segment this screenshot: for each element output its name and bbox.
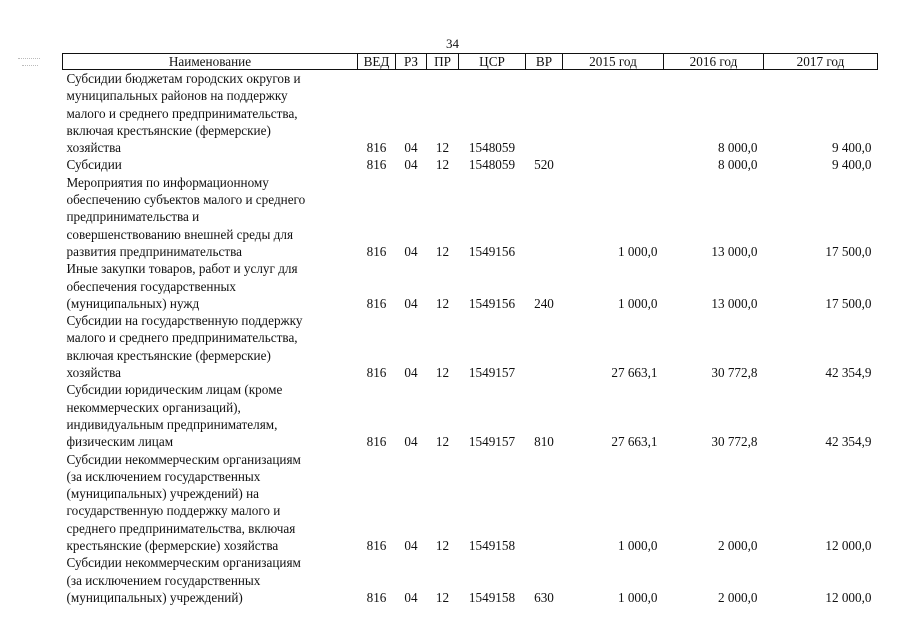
row-name-line: Иные закупки товаров, работ и услуг для xyxy=(66,261,298,277)
rz-cell: 04 xyxy=(404,243,418,259)
header-ved: ВЕД xyxy=(358,54,396,70)
csr-cell: 1549157 xyxy=(468,434,516,450)
row-name-line: среднего предпринимательства, включая xyxy=(66,520,296,536)
ved-cell: 816 xyxy=(366,538,387,554)
row-name-line: Мероприятия по информационному xyxy=(66,174,269,190)
row-name-line: Субсидии некоммерческим организациям xyxy=(66,451,301,467)
amount-2016-cell: 2 000,0 xyxy=(717,589,758,605)
row-name-line: (муниципальных) учреждений) xyxy=(66,589,243,605)
ved-cell: 816 xyxy=(366,589,387,605)
amount-2016-cell: 2 000,0 xyxy=(717,538,758,554)
rz-cell: 04 xyxy=(404,157,418,173)
csr-cell: 1549157 xyxy=(468,365,516,381)
table-row xyxy=(63,70,878,157)
amount-2015-cell: 1 000,0 xyxy=(617,295,658,311)
ved-cell: 816 xyxy=(366,140,387,156)
vr-cell xyxy=(526,451,563,555)
amount-2017-cell: 12 000,0 xyxy=(825,538,872,554)
header-rz: РЗ xyxy=(396,54,427,70)
row-name-cell xyxy=(63,312,358,381)
page-number: 34 xyxy=(446,36,459,51)
amount-2017-cell: 42 354,9 xyxy=(825,434,872,450)
scan-artifact xyxy=(18,58,40,59)
amount-2016-cell: 13 000,0 xyxy=(711,243,758,259)
row-name-line: крестьянские (фермерские) хозяйства xyxy=(66,538,279,554)
pr-cell: 12 xyxy=(435,243,450,259)
header-csr: ЦСР xyxy=(459,54,526,70)
table-row xyxy=(63,451,878,555)
row-name-line: Субсидии на государственную поддержку xyxy=(66,313,303,329)
table-body xyxy=(63,70,878,607)
row-name-line: малого и среднего предпринимательства, xyxy=(66,105,298,121)
row-name-line: (муниципальных) нужд xyxy=(66,295,200,311)
amount-2017-cell: 42 354,9 xyxy=(825,365,872,381)
row-name-line: обеспечению субъектов малого и среднего xyxy=(66,192,306,208)
ved-cell: 816 xyxy=(366,365,387,381)
vr-cell: 630 xyxy=(534,589,554,605)
header-name: Наименование xyxy=(63,54,358,70)
row-name-line: индивидуальным предпринимателям, xyxy=(66,416,278,432)
amount-2015-cell: 1 000,0 xyxy=(617,589,658,605)
row-name-line: включая крестьянские (фермерские) xyxy=(66,347,271,363)
csr-cell: 1549156 xyxy=(468,295,516,311)
row-name-cell xyxy=(63,451,358,555)
amount-2015-cell: 1 000,0 xyxy=(617,538,658,554)
row-name-line: включая крестьянские (фермерские) xyxy=(66,122,271,138)
table-header-row xyxy=(63,54,878,70)
amount-2015-cell: 27 663,1 xyxy=(611,434,658,450)
row-name-line: (за исключением государственных xyxy=(66,572,261,588)
row-name-line: Субсидии xyxy=(66,157,122,173)
row-name-line: некоммерческих организаций), xyxy=(66,399,241,415)
csr-cell: 1549158 xyxy=(468,538,516,554)
csr-cell: 1548059 xyxy=(468,157,516,173)
header-2015: 2015 год xyxy=(563,54,664,70)
amount-2016-cell: 8 000,0 xyxy=(717,140,758,156)
pr-cell: 12 xyxy=(435,140,450,156)
row-name-cell xyxy=(63,381,358,450)
header-2017: 2017 год xyxy=(764,54,878,70)
budget-table xyxy=(62,53,878,606)
header-pr: ПР xyxy=(427,54,459,70)
pr-cell: 12 xyxy=(435,538,450,554)
amount-2016-cell: 30 772,8 xyxy=(711,434,758,450)
row-name-cell xyxy=(63,174,358,260)
row-name-line: обеспечения государственных xyxy=(66,278,236,294)
csr-cell: 1549158 xyxy=(468,589,516,605)
vr-cell xyxy=(526,312,563,381)
row-name-line: (за исключением государственных xyxy=(66,468,261,484)
table-row xyxy=(63,381,878,450)
amount-2016-cell: 13 000,0 xyxy=(711,295,758,311)
table-row xyxy=(63,156,878,173)
row-name-line: муниципальных районов на поддержку xyxy=(66,88,288,104)
pr-cell: 12 xyxy=(435,365,450,381)
amount-2016-cell: 8 000,0 xyxy=(717,157,758,173)
amount-2017-cell: 17 500,0 xyxy=(825,243,872,259)
rz-cell: 04 xyxy=(404,538,418,554)
amount-2015-cell: 27 663,1 xyxy=(611,365,658,381)
pr-cell: 12 xyxy=(435,157,450,173)
vr-cell xyxy=(526,174,563,260)
csr-cell: 1548059 xyxy=(468,140,516,156)
row-name-line: Субсидии некоммерческим организациям xyxy=(66,555,301,571)
amount-2015-cell xyxy=(563,70,664,157)
table-row xyxy=(63,260,878,312)
amount-2015-cell: 1 000,0 xyxy=(617,243,658,259)
pr-cell: 12 xyxy=(435,434,450,450)
amount-2016-cell: 30 772,8 xyxy=(711,365,758,381)
table-row xyxy=(63,312,878,381)
row-name-line: предпринимательства и xyxy=(66,209,200,225)
row-name-line: малого и среднего предпринимательства, xyxy=(66,330,298,346)
amount-2015-cell xyxy=(563,156,664,173)
ved-cell: 816 xyxy=(366,295,387,311)
row-name-line: физическим лицам xyxy=(66,434,174,450)
scan-artifact xyxy=(22,65,38,66)
pr-cell: 12 xyxy=(435,589,450,605)
ved-cell: 816 xyxy=(366,434,387,450)
row-name-line: совершенствованию внешней среды для xyxy=(66,226,294,242)
row-name-cell xyxy=(63,156,358,173)
amount-2017-cell: 12 000,0 xyxy=(825,589,872,605)
row-name-line: Субсидии бюджетам городских округов и xyxy=(66,71,301,86)
ved-cell: 816 xyxy=(366,157,387,173)
table-row xyxy=(63,554,878,606)
row-name-line: хозяйства xyxy=(66,365,122,381)
header-vr: ВР xyxy=(526,54,563,70)
vr-cell xyxy=(526,70,563,157)
table-row xyxy=(63,174,878,260)
row-name-line: развития предпринимательства xyxy=(66,243,242,259)
pr-cell: 12 xyxy=(435,295,450,311)
rz-cell: 04 xyxy=(404,589,418,605)
amount-2017-cell: 17 500,0 xyxy=(825,295,872,311)
rz-cell: 04 xyxy=(404,295,418,311)
vr-cell: 520 xyxy=(534,157,554,173)
ved-cell: 816 xyxy=(366,243,387,259)
header-2016: 2016 год xyxy=(664,54,764,70)
row-name-line: Субсидии юридическим лицам (кроме xyxy=(66,382,283,398)
row-name-line: хозяйства xyxy=(66,140,122,156)
amount-2017-cell: 9 400,0 xyxy=(831,140,872,156)
row-name-cell xyxy=(63,260,358,312)
row-name-line: (муниципальных) учреждений) на xyxy=(66,486,260,502)
amount-2017-cell: 9 400,0 xyxy=(831,157,872,173)
row-name-line: государственную поддержку малого и xyxy=(66,503,281,519)
csr-cell: 1549156 xyxy=(468,243,516,259)
vr-cell: 240 xyxy=(534,295,554,311)
vr-cell: 810 xyxy=(534,434,554,450)
row-name-cell xyxy=(63,554,358,606)
rz-cell: 04 xyxy=(404,140,418,156)
rz-cell: 04 xyxy=(404,365,418,381)
row-name-cell xyxy=(63,70,358,157)
rz-cell: 04 xyxy=(404,434,418,450)
